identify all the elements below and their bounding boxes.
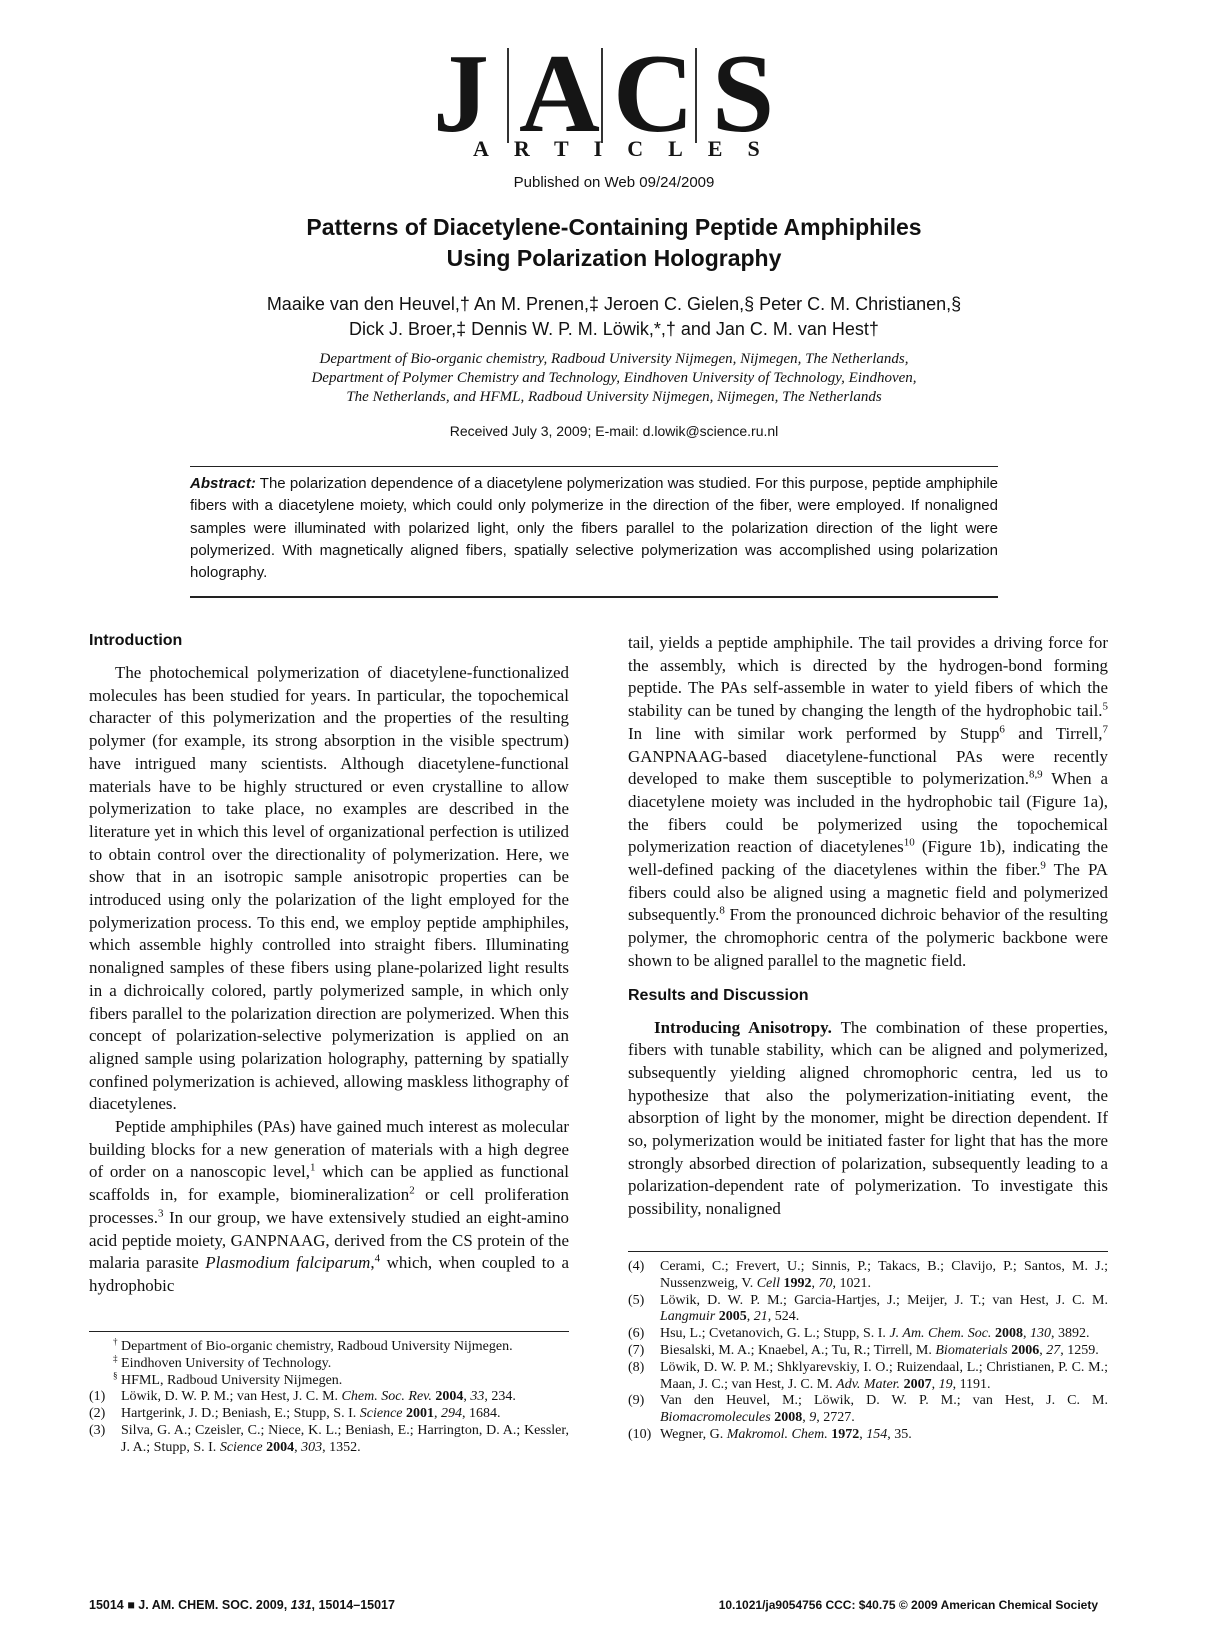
text-run: The combination of these properties, fibers with tunable stability, which can be aligned and polymerized, subsequently yielding aligned chromophoric centra, led us to hypothesize that also the polymerization-initiating event, the absorption of light by the monomer, might be direction dependent. If so, polymerization would be initiated faster for light that has the more strongly absorbed direction of polarization, subsequently leading to a polarization-dependent rate of polymerization. To investigate this possibility, nonaligned — [628, 1017, 1109, 1219]
footnote-affiliation — [89, 1336, 569, 1356]
reference-authors: Löwik, D. W. P. M.; van Hest, J. C. M. — [121, 1389, 342, 1405]
reference-journal: Langmuir — [660, 1309, 716, 1325]
reference-volume: 19 — [938, 1376, 953, 1392]
citation-ref[interactable]: 7 — [1102, 723, 1108, 736]
footnote-mark: ‡ — [113, 1353, 118, 1364]
published-date: Published on Web 09/24/2009 — [513, 174, 715, 191]
footnote-affiliation — [89, 1369, 569, 1390]
left-column — [89, 632, 569, 1298]
logo-letter-s: S — [711, 32, 775, 156]
reference-number: (9) — [628, 1393, 645, 1409]
reference-pages: 234. — [491, 1389, 516, 1405]
reference-number: (4) — [628, 1259, 645, 1274]
abstract-divider-top — [190, 466, 998, 467]
page-number: 15014 — [89, 1598, 124, 1612]
run-in-heading: Introducing Anisotropy. — [654, 1017, 832, 1037]
citation-ref[interactable]: 8,9 — [1028, 768, 1043, 781]
reference-pages: 1684. — [469, 1406, 501, 1422]
abstract-divider-bottom — [190, 596, 998, 598]
citation-ref[interactable]: 1 — [309, 1161, 316, 1174]
right-column — [628, 632, 1108, 1221]
text-run: or cell proliferation processes. — [89, 1185, 569, 1227]
citation-ref[interactable]: 10 — [903, 836, 915, 849]
reference-number: (1) — [89, 1389, 106, 1405]
reference-year: 2008 — [994, 1326, 1023, 1342]
reference-journal: Biomaterials — [935, 1342, 1008, 1358]
reference-pages: 1352. — [329, 1439, 361, 1455]
abstract — [190, 473, 998, 584]
reference-authors: Hartgerink, J. D.; Beniash, E.; Stupp, S. I. — [121, 1406, 360, 1422]
page-footer-right: 10.1021/ja9054756 CCC: $40.75 © 2009 American Chemical Society — [718, 1598, 1098, 1612]
reference-authors: Löwik, D. W. P. M.; Garcia-Hartjes, J.; Meijer, J. T.; van Hest, J. C. M. — [660, 1292, 1108, 1308]
reference-pages: 1191. — [959, 1376, 991, 1392]
page-range: 15014–15017 — [318, 1598, 395, 1612]
text-run: and Tirrell, — [1004, 723, 1103, 743]
affiliation-line: Department of Bio-organic chemistry, Radboud University Nijmegen, Nijmegen, The Netherlands, — [319, 351, 909, 367]
reference-volume: 130 — [1029, 1326, 1051, 1342]
citation-ref[interactable]: 5 — [1102, 700, 1108, 713]
results-paragraph-1 — [628, 1017, 1108, 1221]
page-footer-left: 15014 ■ J. AM. CHEM. SOC. 2009, 131, 15014–15017 — [89, 1598, 395, 1612]
reference-authors: Silva, G. A.; Czeisler, C.; Niece, K. L.; Beniash, E.; Harrington, D. A.; Kessler, J. A.; Stupp, S. I. — [121, 1422, 569, 1455]
text-run: which can be applied as functional scaffolds in, for example, biomineralization — [89, 1162, 569, 1205]
reference-journal: Cell — [756, 1275, 781, 1291]
reference-pages: 3892. — [1057, 1326, 1090, 1342]
text-run: From the pronounced dichroic behavior of the resulting polymer, the chromophoric centra of the polymeric backbone were shown to be aligned parallel to the magnetic field. — [628, 905, 1108, 970]
logo-divider — [695, 48, 697, 143]
text-run: In our group, we have extensively studied an eight-amino acid peptide moiety, GANPNAAG, derived from the CS protein of the malaria parasite — [89, 1207, 569, 1273]
reference-number: (6) — [628, 1326, 645, 1342]
reference-number: (7) — [628, 1342, 645, 1358]
section-heading-introduction: Introduction — [89, 632, 183, 649]
journal-citation: J. AM. CHEM. SOC. 2009, — [138, 1598, 288, 1612]
citation-ref[interactable]: 6 — [999, 723, 1005, 736]
author-list — [0, 292, 1228, 342]
reference-year: 2004 — [266, 1439, 295, 1455]
footnote-divider — [628, 1251, 1108, 1252]
intro-paragraph-continued — [628, 632, 1108, 973]
received-info: Received July 3, 2009; E-mail: d.lowik@science.ru.nl — [449, 423, 779, 439]
reference-number: (2) — [89, 1406, 106, 1422]
journal-volume: 131 — [290, 1598, 312, 1612]
reference-journal: Adv. Mater. — [836, 1376, 901, 1392]
article-title — [0, 212, 1228, 274]
affiliation-line: Department of Polymer Chemistry and Technology, Eindhoven University of Technology, Eindhoven, — [311, 370, 917, 386]
reference-volume: 70 — [818, 1275, 833, 1291]
footnotes-left — [89, 1336, 569, 1457]
reference-item: (4) Cerami, C.; Frevert, U.; Sinnis, P.; Takacs, B.; Clavijo, P.; Santos, M. J.; Nussenzweig, V. Cell 1992, 70, 1021. — [628, 1259, 1108, 1291]
reference-pages: 1259. — [1067, 1342, 1099, 1358]
intro-paragraph-1: The photochemical polymerization of diacetylene-functionalized molecules has been studied for years. In particular, the topochemical character of this polymerization and the properties of the resulting polymer (for example, its strong absorption in the visible spectrum) have intrigued many scientists. Although diacetylene-functional materials have to be highly structured or even crystalline to allow polymerization to take place, no examples are described in the literature yet in which this level of organizational perfection is utilized to obtain control over the directionality of polymerization. Here, we show that in an isotropic sample anisotropic properties can be introduced using only the polarization of the light employed for the polymerization process. To this end, we employ peptide amphiphiles, which assemble highly controlled into straight fibers. Illuminating nonaligned samples of these fibers using plane-polarized light results in a dichroically colored, partly polymerized sample, in which only fibers parallel to the polarization direction are polymerized. When this concept of polarization-selective polymerization is applied on an aligned sample using polarization holography, patterning by spatially confined polymerization is achieved, allowing maskless lithography of diacetylenes. — [89, 663, 569, 1114]
reference-year: 1972 — [831, 1426, 860, 1442]
authors-line: Dick J. Broer,‡ Dennis W. P. M. Löwik,*,† and Jan C. M. van Hest† — [349, 319, 879, 339]
citation-ref[interactable]: 4 — [374, 1252, 381, 1265]
citation-ref[interactable]: 3 — [157, 1207, 164, 1220]
reference-authors: Löwik, D. W. P. M.; Shklyarevskiy, I. O.; Ruizendaal, L.; Christianen, P. C. M.; Maan, J. C.; van Hest, J. C. M. — [660, 1359, 1108, 1392]
title-line: Using Polarization Holography — [446, 245, 782, 271]
footnote-mark: † — [113, 1336, 118, 1347]
references-right — [628, 1259, 1108, 1444]
authors-line: Maaike van den Heuvel,† An M. Prenen,‡ Jeroen C. Gielen,§ Peter C. M. Christianen,§ — [266, 294, 962, 314]
reference-item: (1) Löwik, D. W. P. M.; van Hest, J. C. M. Chem. Soc. Rev. 2004, 33, 234. — [89, 1389, 516, 1405]
reference-item: (10) Wegner, G. Makromol. Chem. 1972, 154, 35. — [628, 1426, 912, 1442]
text-run: When a diacetylene moiety was included in the hydrophobic tail (Figure 1a), the fibers could be polymerized using the topochemical polymerization reaction of diacetylenes — [628, 769, 1108, 857]
reference-item: (6) Hsu, L.; Cvetanovich, G. L.; Stupp, S. I. J. Am. Chem. Soc. 2008, 130, 3892. — [628, 1326, 1090, 1342]
reference-volume: 27 — [1046, 1342, 1061, 1358]
reference-year: 2001 — [406, 1406, 435, 1422]
text-run: In line with similar work performed by Stupp — [628, 723, 1000, 743]
reference-item: (9) Van den Heuvel, M.; Löwik, D. W. P. M.; van Hest, J. C. M. Biomacromolecules 2008, 9, 2727. — [628, 1393, 1108, 1426]
reference-volume: 21 — [753, 1309, 768, 1325]
reference-journal: Science — [219, 1439, 263, 1455]
logo-subtitle: ARTICLES — [473, 136, 785, 161]
affiliations — [0, 350, 1228, 407]
reference-pages: 35. — [894, 1426, 912, 1442]
logo-letter-c: C — [613, 32, 694, 156]
reference-authors: Hsu, L.; Cvetanovich, G. L.; Stupp, S. I. — [660, 1326, 890, 1342]
footnote-affiliation — [89, 1353, 569, 1373]
text-run: which, when coupled to a hydrophobic — [89, 1253, 569, 1295]
reference-item: (2) Hartgerink, J. D.; Beniash, E.; Stupp, S. I. Science 2001, 294, 1684. — [89, 1406, 501, 1422]
reference-item: (5) Löwik, D. W. P. M.; Garcia-Hartjes, J.; Meijer, J. T.; van Hest, J. C. M. Langmuir 2005, 21, 524. — [628, 1292, 1108, 1325]
text-run: tail, yields a peptide amphiphile. The tail provides a driving force for the assembly, which is directed by the hydrogen-bond forming peptide. The PAs self-assemble in water to yield fibers of which the stability can be tuned by changing the length of the hydrophobic tail. — [628, 633, 1108, 721]
journal-logo — [425, 32, 795, 168]
text-run: Peptide amphiphiles (PAs) have gained much interest as molecular building blocks for a new generation of materials with a high degree of order on a nanoscopic level, — [89, 1117, 569, 1182]
reference-year: 2005 — [718, 1309, 747, 1325]
reference-pages: 524. — [774, 1309, 800, 1325]
citation-ref[interactable]: 8 — [719, 904, 725, 917]
reference-item: (3) Silva, G. A.; Czeisler, C.; Niece, K. L.; Beniash, E.; Harrington, D. A.; Kessler, J. A.; Stupp, S. I. Science 2004, 303, 1352. — [89, 1422, 569, 1455]
footnote-divider — [89, 1331, 569, 1332]
citation-ref[interactable]: 2 — [409, 1184, 415, 1197]
reference-authors: Van den Heuvel, M.; Löwik, D. W. P. M.; van Hest, J. C. M. — [660, 1393, 1108, 1409]
reference-journal: Biomacromolecules — [660, 1410, 771, 1426]
abstract-text: The polarization dependence of a diacetylene polymerization was studied. For this purpose, peptide amphiphile fibers with a diacetylene moiety, which could only polymerize in the direction of the fiber, were employed. If nonaligned samples were illuminated with polarized light, only the fibers parallel to the polarization direction of the light were polymerized. With magnetically aligned fibers, spatially selective polymerization was accomplished using polarization holography. — [190, 475, 998, 582]
text-run: The PA fibers could also be aligned using a magnetic field and polymerized subsequently. — [628, 860, 1108, 925]
reference-journal: Chem. Soc. Rev. — [341, 1389, 432, 1405]
title-line: Patterns of Diacetylene-Containing Peptide Amphiphiles — [306, 214, 922, 240]
text-run: GANPNAAG-based diacetylene-functional PAs were recently developed to make them susceptible to polymerization. — [628, 746, 1108, 789]
reference-number: (10) — [628, 1426, 652, 1442]
logo-letter-j: J — [433, 32, 489, 156]
reference-item: (7) Biesalski, M. A.; Knaebel, A.; Tu, R.; Tirrell, M. Biomaterials 2006, 27, 1259. — [628, 1342, 1099, 1358]
logo-divider — [507, 48, 509, 143]
reference-number: (3) — [89, 1422, 106, 1438]
reference-authors: Cerami, C.; Frevert, U.; Sinnis, P.; Takacs, B.; Clavijo, P.; Santos, M. J.; Nussenzweig, V. — [660, 1259, 1108, 1291]
footnote-text: Department of Bio-organic chemistry, Radboud University Nijmegen. — [121, 1339, 513, 1354]
reference-pages: 2727. — [823, 1410, 855, 1426]
square-bullet-icon: ■ — [127, 1598, 135, 1612]
reference-item: (8) Löwik, D. W. P. M.; Shklyarevskiy, I. O.; Ruizendaal, L.; Christianen, P. C. M.; Maan, J. C.; van Hest, J. C. M. Adv. Mater. 2007, 19, 1191. — [628, 1359, 1108, 1392]
reference-journal: Makromol. Chem. — [726, 1426, 828, 1442]
text-run: (Figure 1b), indicating the well-defined packing of the diacetylenes within the fiber. — [628, 837, 1108, 880]
reference-year: 2006 — [1011, 1342, 1040, 1358]
reference-number: (5) — [628, 1292, 645, 1308]
footnote-text: HFML, Radboud University Nijmegen. — [121, 1372, 343, 1388]
reference-year: 2007 — [903, 1376, 932, 1392]
reference-pages: 1021. — [839, 1275, 872, 1291]
logo-divider — [601, 48, 603, 143]
species-name: Plasmodium falciparum — [205, 1253, 371, 1273]
reference-volume: 154 — [866, 1426, 888, 1442]
abstract-label: Abstract: — [190, 475, 256, 492]
reference-journal: J. Am. Chem. Soc. — [889, 1326, 992, 1342]
section-heading-results: Results and Discussion — [628, 986, 809, 1004]
reference-volume: 33 — [470, 1389, 485, 1405]
affiliation-line: The Netherlands, and HFML, Radboud University Nijmegen, Nijmegen, The Netherlands — [346, 389, 882, 405]
reference-year: 2008 — [774, 1410, 803, 1426]
reference-volume: 294 — [441, 1406, 463, 1422]
reference-year: 1992 — [783, 1275, 812, 1291]
footnote-text: Eindhoven University of Technology. — [121, 1355, 332, 1371]
reference-volume: 303 — [301, 1439, 323, 1455]
reference-journal: Science — [359, 1406, 403, 1422]
reference-authors: Wegner, G. — [660, 1426, 727, 1442]
intro-paragraph-2: Peptide amphiphiles (PAs) have gained much interest as molecular building blocks for a new generation of materials with a high degree of order on a nanoscopic level,$^1$ which can be applied as functional scaffolds in, for example, biomineralization$^2$ or cell proliferation processes.$^3$ In our group, we have extensively studied an eight-amino acid peptide moiety, GANPNAAG, derived from the CS protein of the malaria parasite Plasmodium falciparum,$^4$ which, when coupled to a hydrophobic — [89, 1117, 569, 1295]
reference-volume: 9 — [809, 1410, 817, 1426]
footnote-mark: § — [113, 1369, 118, 1380]
logo-letter-a: A — [519, 32, 600, 156]
reference-authors: Biesalski, M. A.; Knaebel, A.; Tu, R.; Tirrell, M. — [660, 1342, 936, 1358]
reference-number: (8) — [628, 1359, 645, 1375]
reference-year: 2004 — [435, 1389, 464, 1405]
citation-ref[interactable]: 9 — [1040, 859, 1046, 872]
